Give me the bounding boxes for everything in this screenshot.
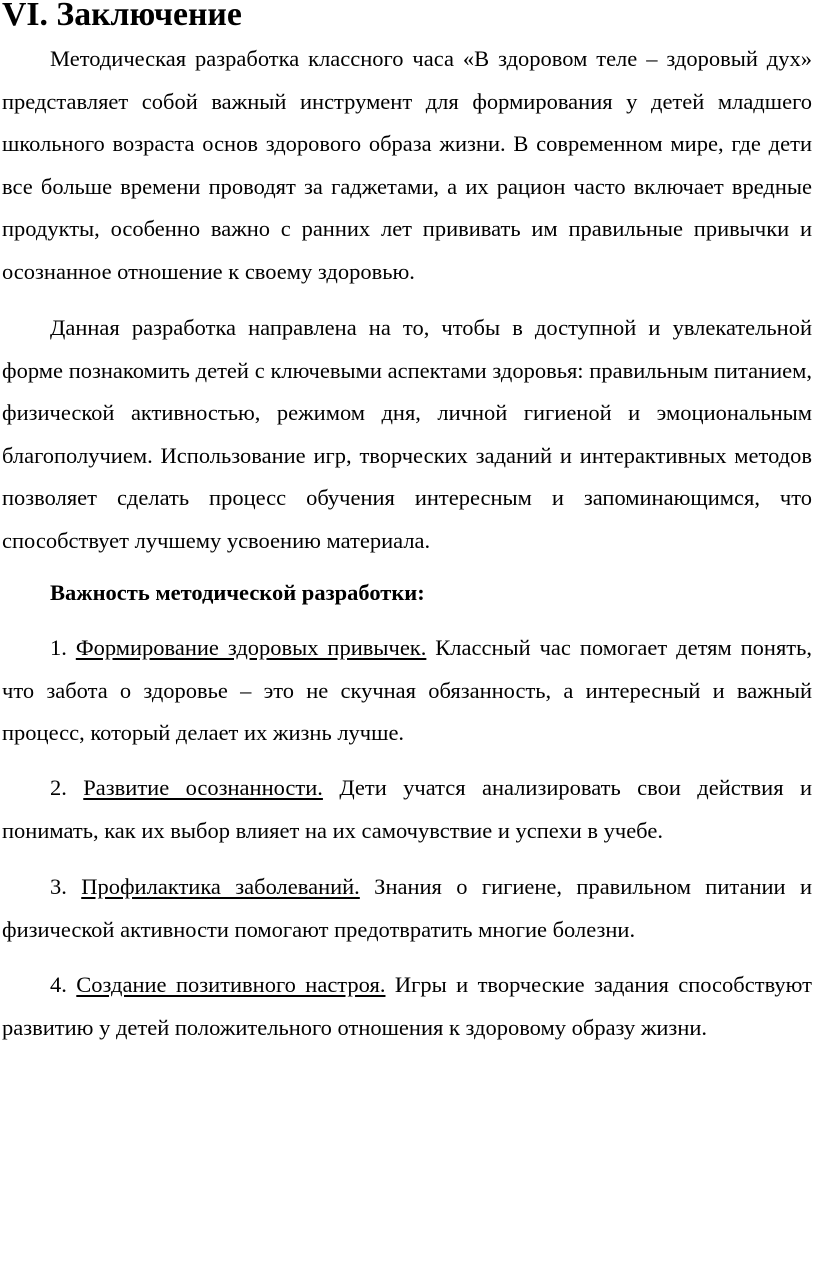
- list-item-text: Игры и творческие задания способствуют развитию у детей положительного отношения к здоровому образу жизни.: [2, 972, 813, 1040]
- list-item-number: 2.: [50, 775, 67, 800]
- list-item-text: Дети учатся анализировать свои действия и понимать, как их выбор влияет на их самочувствие и успехи в учебе.: [2, 775, 812, 843]
- list-item-number: 3.: [50, 874, 67, 899]
- list-item-text: Классный час помогает детям понять, что забота о здоровье – это не скучная обязанность, а интересный и важный процесс, который делает их жизнь лучше.: [2, 635, 813, 745]
- conclusion-paragraph-1: Методическая разработка классного часа «В здоровом теле – здоровый дух» представляет собой важный инструмент для формирования у детей младшего школьного возраста основ здорового образа жизни. В современном мире, где дети все больше времени проводят за гаджетами, а их рацион часто включает вредные продукты, особенно важно с ранних лет прививать им правильные привычки и осознанное отношение к своему здоровью.: [2, 46, 812, 284]
- section-heading: VI. Заключение: [2, 0, 242, 33]
- list-item-number: 4.: [50, 972, 67, 997]
- list-item: [2, 964, 812, 1049]
- list-item: [2, 627, 812, 755]
- conclusion-paragraph-2: Данная разработка направлена на то, чтобы в доступной и увлекательной форме познакомить детей с ключевыми аспектами здоровья: правильным питанием, физической активностью, режимом дня, личной гигиеной и эмоциональным благополучием. Использование игр, творческих заданий и интерактивных методов позволяет сделать процесс обучения интересным и запоминающимся, что способствует лучшему усвоению материала.: [2, 315, 812, 553]
- importance-heading: Важность методической разработки:: [50, 580, 425, 605]
- list-item-title: Развитие осознанности.: [83, 775, 323, 800]
- list-item-title: Создание позитивного настроя.: [76, 972, 386, 997]
- list-item-text: Знания о гигиене, правильном питании и физической активности помогают предотвратить многие болезни.: [2, 874, 812, 942]
- list-item: [2, 767, 812, 852]
- list-item-title: Профилактика заболеваний.: [81, 874, 360, 899]
- list-item: [2, 866, 812, 951]
- list-item-number: 1.: [50, 635, 67, 660]
- list-item-title: Формирование здоровых привычек.: [75, 635, 427, 660]
